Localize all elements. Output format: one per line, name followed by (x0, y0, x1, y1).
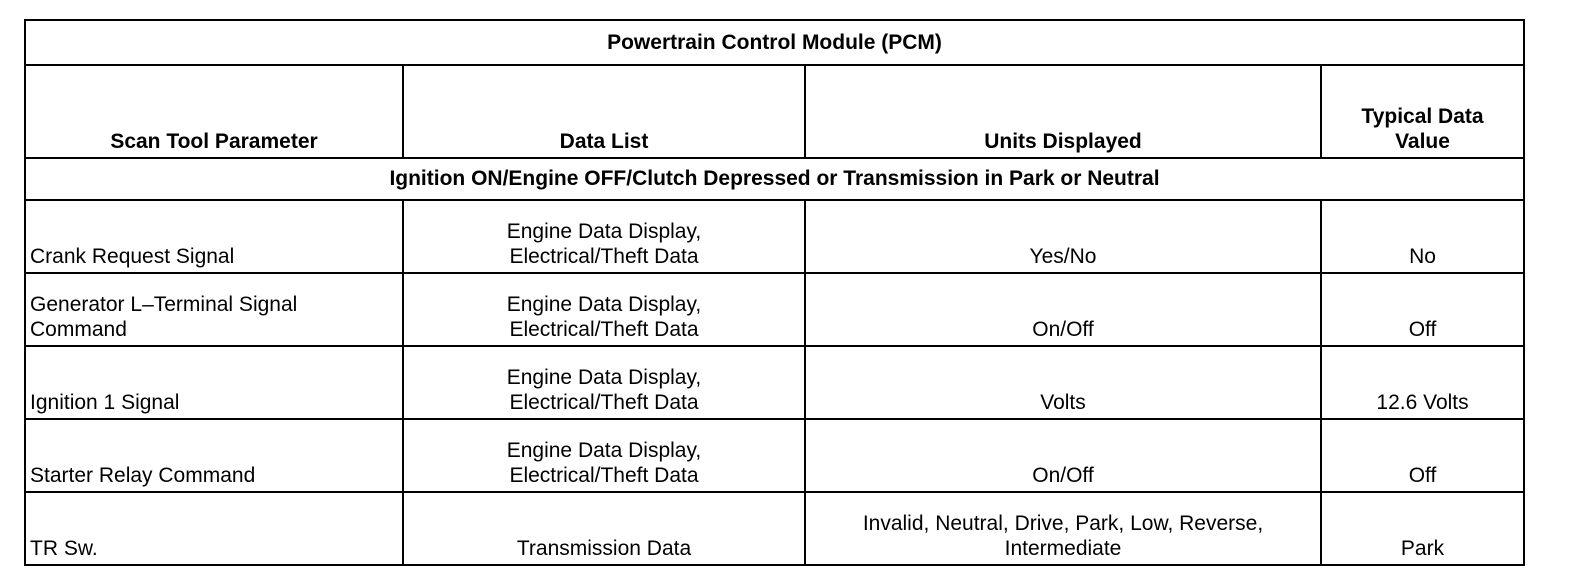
table-header-row (25, 65, 1524, 158)
pcm-data-sheet (24, 19, 1523, 566)
cell-data-list-line: Engine Data Display, (506, 293, 702, 316)
cell-data-list-line: Engine Data Display, (506, 366, 702, 389)
table-title-row (25, 20, 1524, 65)
table-row (25, 346, 1524, 419)
condition-label: Ignition ON/Engine OFF/Clutch Depressed or Transmission in Park or Neutral (25, 158, 1524, 200)
condition-row (25, 158, 1524, 200)
cell-data-list-line: Transmission Data (516, 537, 692, 560)
header-typical-data-value (1321, 65, 1524, 158)
cell-units-line: Volts (1040, 391, 1086, 414)
table-row (25, 492, 1524, 565)
cell-units (805, 419, 1321, 492)
cell-data-list-line: Engine Data Display, (506, 220, 702, 243)
cell-data-list-line: Engine Data Display, (506, 439, 702, 462)
cell-data-list (403, 492, 805, 565)
cell-parameter (25, 492, 403, 565)
cell-typical-value: Off (1321, 273, 1524, 346)
cell-parameter (25, 346, 403, 419)
table-row (25, 273, 1524, 346)
cell-units (805, 492, 1321, 565)
cell-parameter (25, 419, 403, 492)
cell-units-line: On/Off (1032, 318, 1094, 341)
cell-typical-value: No (1321, 200, 1524, 273)
cell-data-list-line: Electrical/Theft Data (509, 245, 699, 268)
cell-units-line: On/Off (1032, 464, 1094, 487)
cell-units (805, 273, 1321, 346)
cell-data-list-line: Electrical/Theft Data (509, 464, 699, 487)
header-typical-data-value-line1: Typical Data (1361, 105, 1484, 128)
cell-parameter-line: Starter Relay Command (30, 464, 256, 487)
header-units-displayed: Units Displayed (805, 65, 1321, 158)
cell-parameter-line: Command (30, 318, 127, 341)
cell-data-list-line: Electrical/Theft Data (509, 318, 699, 341)
cell-data-list (403, 346, 805, 419)
cell-units-line: Invalid, Neutral, Drive, Park, Low, Reverse, (862, 512, 1264, 535)
table-row (25, 200, 1524, 273)
header-typical-data-value-line2: Value (1395, 130, 1450, 153)
cell-typical-value: 12.6 Volts (1321, 346, 1524, 419)
cell-data-list (403, 419, 805, 492)
cell-parameter-line: TR Sw. (30, 537, 98, 560)
cell-parameter-line: Crank Request Signal (30, 245, 235, 268)
cell-typical-value: Park (1321, 492, 1524, 565)
cell-units-line: Intermediate (1004, 537, 1122, 560)
cell-units-line: Yes/No (1029, 245, 1097, 268)
cell-parameter-line: Ignition 1 Signal (30, 391, 180, 414)
table-title: Powertrain Control Module (PCM) (25, 20, 1524, 65)
cell-data-list-line: Electrical/Theft Data (509, 391, 699, 414)
header-scan-tool-parameter: Scan Tool Parameter (25, 65, 403, 158)
cell-parameter-line: Generator L–Terminal Signal (30, 293, 298, 316)
cell-units (805, 200, 1321, 273)
table-body (25, 20, 1524, 565)
cell-units (805, 346, 1321, 419)
cell-typical-value: Off (1321, 419, 1524, 492)
cell-data-list (403, 273, 805, 346)
cell-parameter (25, 273, 403, 346)
table-row (25, 419, 1524, 492)
pcm-data-table (24, 19, 1525, 566)
cell-parameter (25, 200, 403, 273)
header-data-list: Data List (403, 65, 805, 158)
cell-data-list (403, 200, 805, 273)
